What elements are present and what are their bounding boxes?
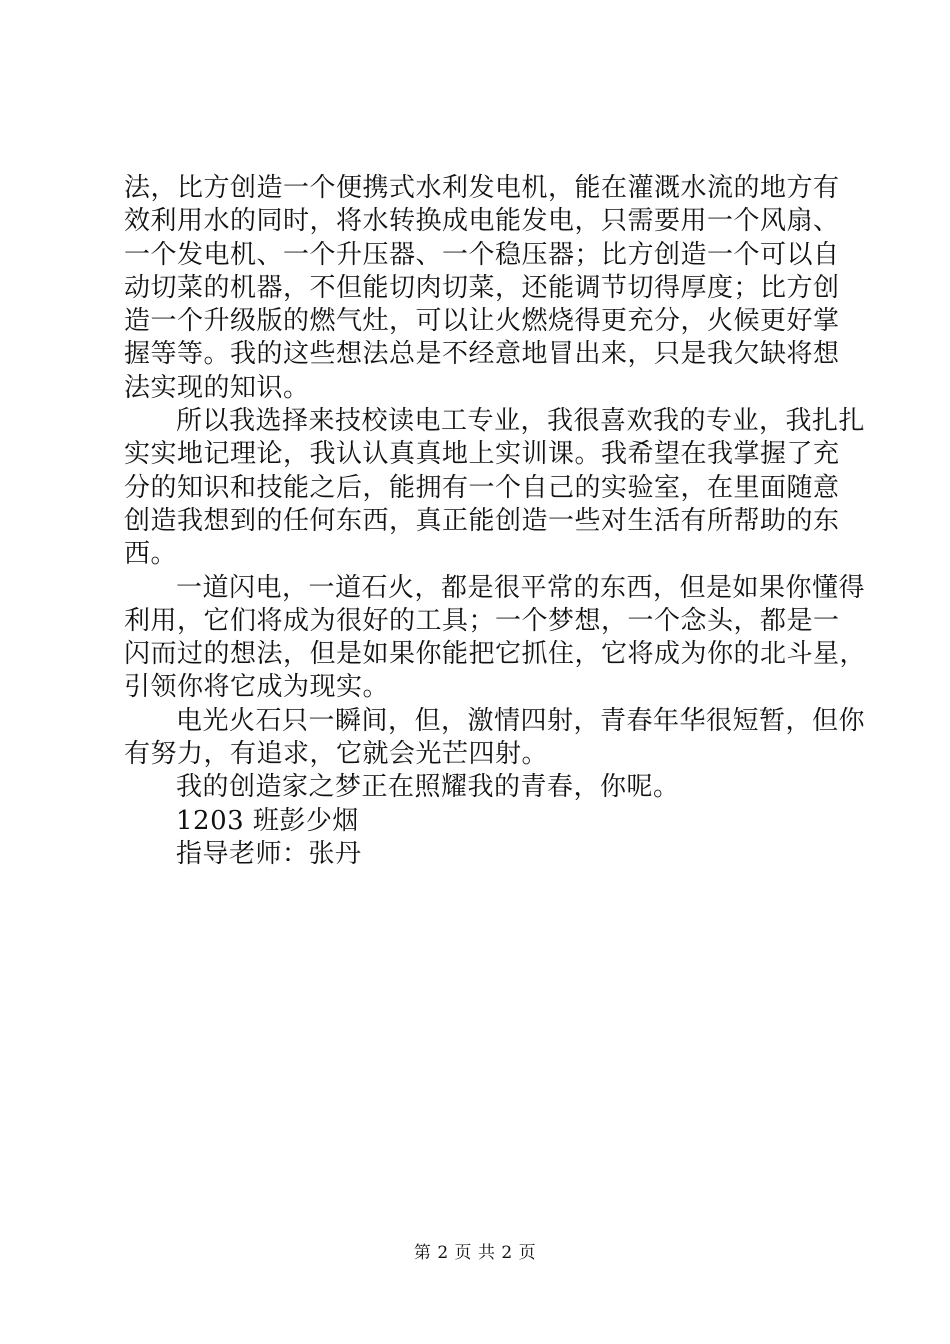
text-line: 法实现的知识。 [124, 372, 310, 403]
text-line: 分的知识和技能之后，能拥有一个自己的实验室，在里面随意 [124, 472, 840, 503]
text-line: 我的创造家之梦正在照耀我的青春，你呢。 [176, 772, 680, 803]
text-line: 一个发电机、一个升压器、一个稳压器；比方创造一个可以自 [124, 239, 840, 270]
text-line: 创造我想到的任何东西，真正能创造一些对生活有所帮助的东 [124, 505, 840, 536]
text-line: 闪而过的想法，但是如果你能把它抓住，它将成为你的北斗星， [124, 639, 867, 670]
text-line: 法，比方创造一个便携式水利发电机，能在灌溉水流的地方有 [124, 173, 840, 203]
paragraph-4 [124, 705, 866, 772]
text-line: 利用，它们将成为很好的工具；一个梦想，一个念头，都是一 [124, 605, 840, 636]
text-line: 所以我选择来技校读电工专业，我很喜欢我的专业，我扎扎 [176, 406, 866, 437]
text-line: 效利用水的同时，将水转换成电能发电，只需要用一个风扇、 [124, 206, 840, 237]
document-body [124, 172, 867, 871]
author-line: 1203 班彭少烟 [176, 805, 359, 836]
text-line: 握等等。我的这些想法总是不经意地冒出来，只是我欠缺将想 [124, 339, 840, 370]
text-line: 一道闪电，一道石火，都是很平常的东西，但是如果你懂得 [176, 572, 866, 603]
author-signature [124, 805, 830, 838]
text-line: 有努力，有追求，它就会光芒四射。 [124, 739, 549, 770]
text-line: 电光火石只一瞬间，但，激情四射，青春年华很短暂，但你 [176, 705, 866, 736]
instructor-line: 指导老师：张丹 [176, 838, 362, 869]
paragraph-3 [124, 572, 867, 705]
text-line: 动切菜的机器，不但能切肉切菜，还能调节切得厚度；比方创 [124, 272, 840, 303]
paragraph-5 [124, 771, 830, 804]
paragraph-2 [124, 405, 866, 571]
instructor-signature [124, 838, 830, 871]
page-number-footer: 第 2 页 共 2 页 [413, 1243, 537, 1263]
text-line: 造一个升级版的燃气灶，可以让火燃烧得更充分，火候更好掌 [124, 306, 840, 337]
paragraph-1 [124, 172, 840, 405]
text-line: 西。 [124, 539, 178, 570]
text-line: 实实地记理论，我认认真真地上实训课。我希望在我掌握了充 [124, 439, 840, 470]
text-line: 引领你将它成为现实。 [124, 672, 390, 703]
